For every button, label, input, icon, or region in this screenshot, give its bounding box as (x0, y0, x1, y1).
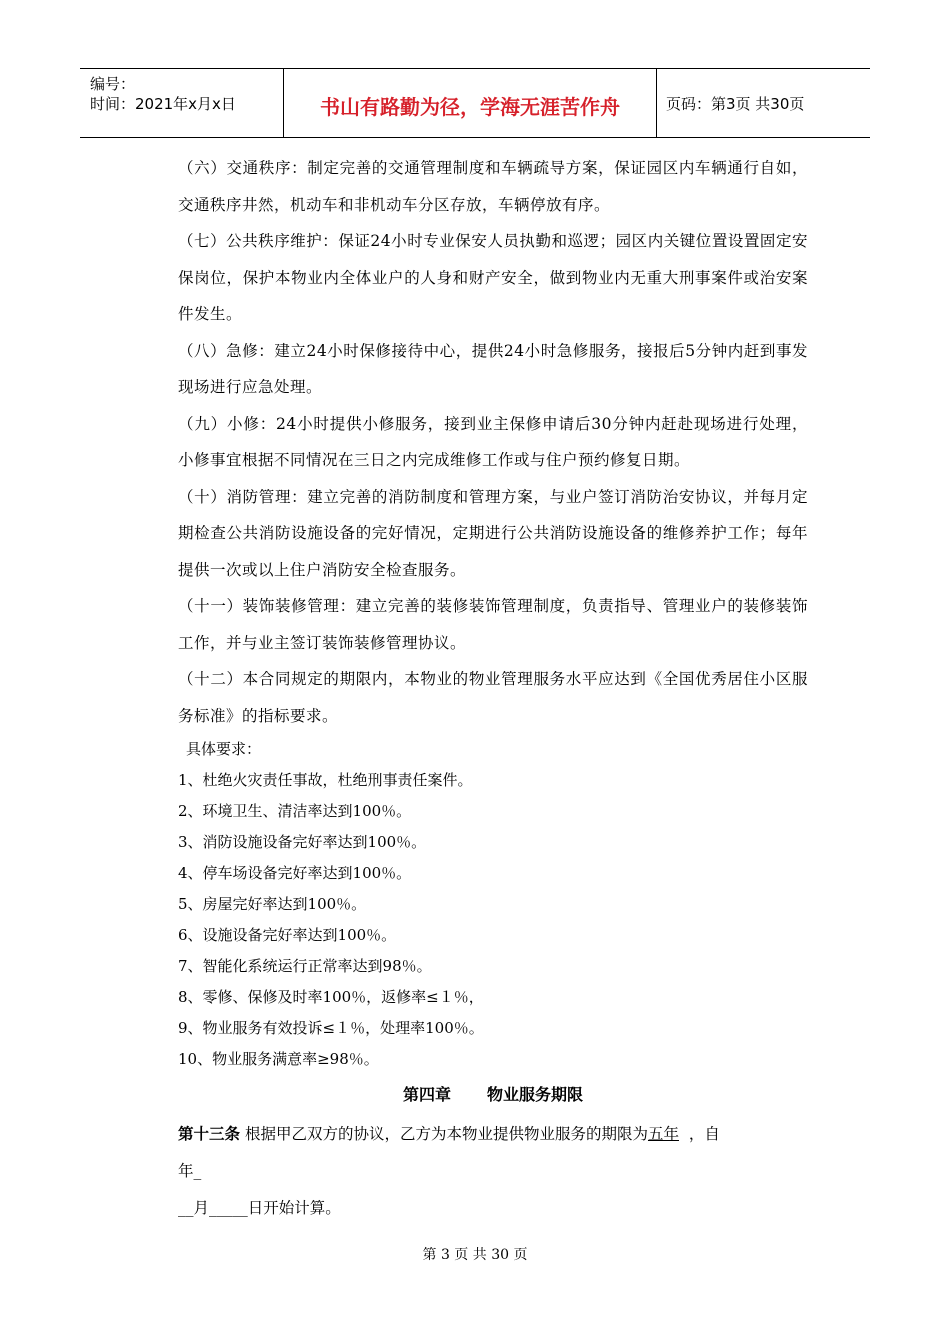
requirement-item: 7、智能化系统运行正常率达到98％。 (178, 957, 432, 975)
article-text-tail: ，自 (688, 1125, 720, 1143)
requirement-item: 3、消防设施设备完好率达到100％。 (178, 833, 427, 851)
header-motto: 书山有路勤为径，学海无涯苦作舟 (320, 95, 620, 119)
clause-paragraph: （八）急修：建立24小时保修接待中心，提供24小时急修服务，接报后5分钟内赶到事发现场进行应急处理。 (178, 341, 808, 396)
requirement-item: 10、物业服务满意率≥98％。 (178, 1050, 379, 1068)
clause-paragraph: （九）小修：24小时提供小修服务，接到业主保修申请后30分钟内赶赴现场进行处理，小修事宜根据不同情况在三日之内完成维修工作或与住户预约修复日期。 (178, 414, 808, 469)
requirements-title: 具体要求： (186, 740, 262, 758)
chapter-number: 第四章 (402, 1085, 451, 1104)
clause-paragraph: （十二）本合同规定的期限内，本物业的物业管理服务水平应达到《全国优秀居住小区服务标准》的指标要求。 (178, 670, 808, 725)
clause-paragraph: （六）交通秩序：制定完善的交通管理制度和车辆疏导方案，保证园区内车辆通行自如，交通秩序井然，机动车和非机动车分区存放，车辆停放有序。 (178, 159, 808, 214)
requirement-item: 8、零修、保修及时率100％，返修率≤１％， (178, 988, 484, 1006)
document-header (80, 68, 870, 138)
chapter-heading (178, 1079, 808, 1111)
article-date-line: 年_ (178, 1162, 202, 1180)
requirement-item: 9、物业服务有效投诉≤１％，处理率100％。 (178, 1019, 484, 1037)
requirement-item: 1、杜绝火灾责任事故，杜绝刑事责任案件。 (178, 771, 473, 789)
chapter-title: 物业服务期限 (487, 1085, 584, 1104)
requirement-item: 2、环境卫生、清洁率达到100％。 (178, 802, 412, 820)
header-page-cell (656, 69, 870, 137)
requirement-item: 4、停车场设备完好率达到100％。 (178, 864, 412, 882)
document-time-label: 时间：2021年x月x日 (90, 95, 236, 113)
article-date-line: __月_____日开始计算。 (178, 1199, 341, 1217)
header-motto-cell (283, 69, 657, 137)
clause-paragraph: （十）消防管理：建立完善的消防制度和管理方案，与业户签订消防治安协议，并每月定期检查公共消防设施设备的完好情况，定期进行公共消防设施设备的维修养护工作；每年提供一次或以上住户消防安全检查服务。 (178, 487, 808, 579)
article-term-years: 五年 (647, 1125, 679, 1143)
document-number-label: 编号： (90, 75, 136, 93)
requirement-item: 6、设施设备完好率达到100％。 (178, 926, 397, 944)
page-footer: 第 3 页 共 30 页 (422, 1247, 528, 1263)
article-label: 第十三条 (178, 1124, 241, 1143)
header-page-info: 页码：第3页 共30页 (666, 95, 805, 113)
document-body (178, 150, 808, 1227)
article-paragraph (178, 1115, 808, 1153)
clause-paragraph: （十一）装饰装修管理：建立完善的装修装饰管理制度，负责指导、管理业户的装修装饰工作，并与业主签订装饰装修管理协议。 (178, 597, 808, 652)
header-meta-cell (80, 69, 283, 137)
clause-paragraph: （七）公共秩序维护：保证24小时专业保安人员执勤和巡逻；园区内关键位置设置固定安保岗位，保护本物业内全体业户的人身和财产安全，做到物业内无重大刑事案件或治安案件发生。 (178, 232, 808, 323)
article-text: 根据甲乙双方的协议，乙方为本物业提供物业服务的期限为 (244, 1125, 648, 1143)
requirement-item: 5、房屋完好率达到100％。 (178, 895, 367, 913)
